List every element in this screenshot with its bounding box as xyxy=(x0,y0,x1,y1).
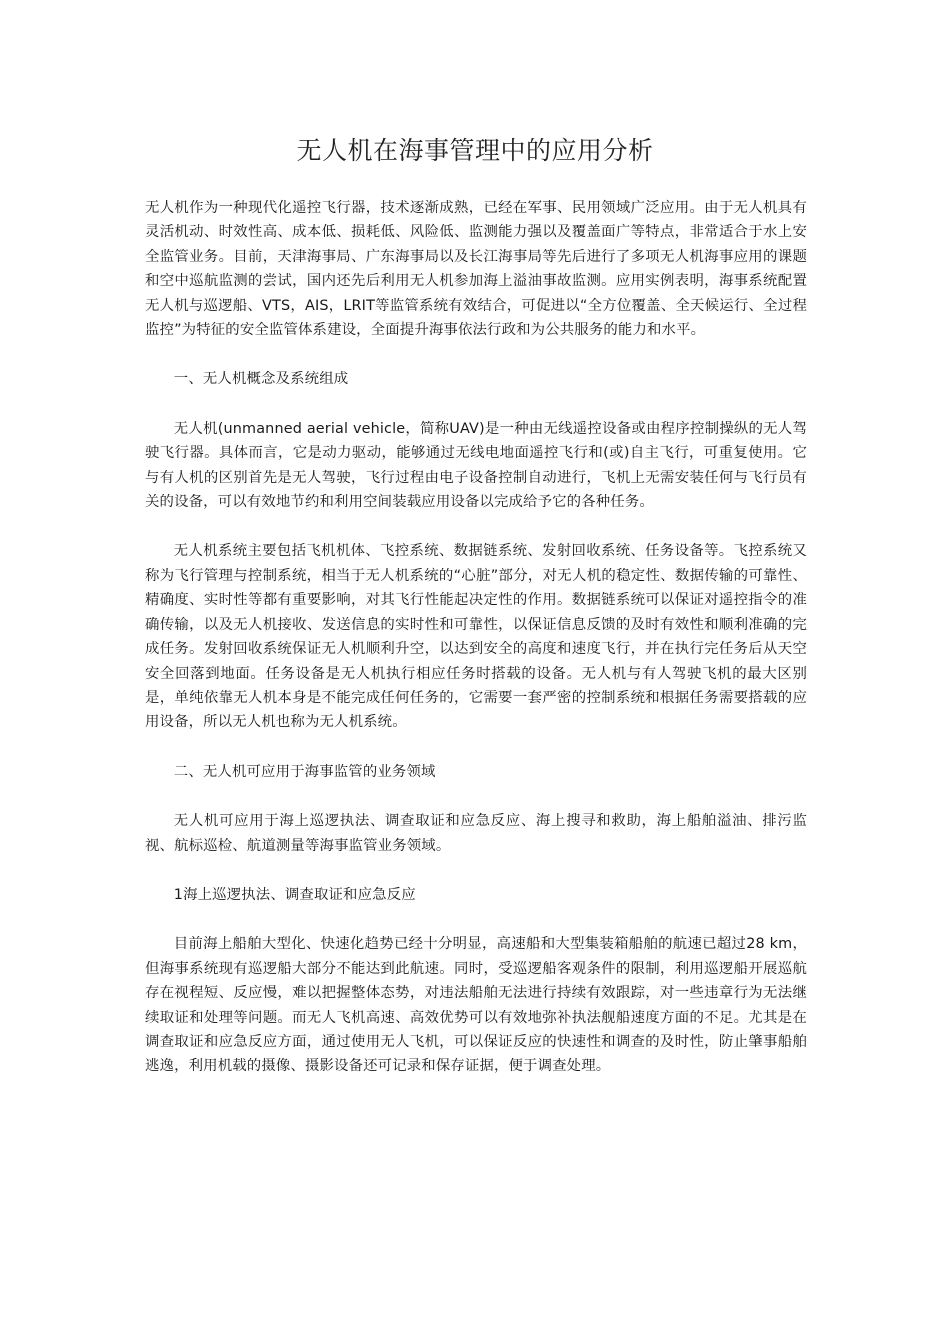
section-heading-1: 一、无人机概念及系统组成 xyxy=(173,371,349,388)
document-title: 无人机在海事管理中的应用分析 xyxy=(296,136,654,165)
subsection-heading-1: 1海上巡逻执法、调查取证和应急反应 xyxy=(173,886,416,903)
body-paragraph: 无人机系统主要包括飞机机体、飞控系统、数据链系统、发射回收系统、任务设备等。飞控系统又称为飞行管理与控制系统，相当于无人机系统的“心脏”部分，对无人机的稳定性、数据传输的可靠性、精确度、实时性等都有重要影响，对其飞行性能起决定性的作用。数据链系统可以保证对遥控指令的准确传输，以及无人机接收、发送信息的实时性和可靠性，以保证信息反馈的及时有效性和顺利准确的完成任务。发射回收系统保证无人机顺利升空，以达到安全的高度和速度飞行，并在执行完任务后从天空安全回落到地面。任务设备是无人机执行相应任务时搭载的设备。无人机与有人驾驶飞机的最大区别是，单纯依靠无人机本身是不能完成任何任务的，它需要一套严密的控制系统和根据任务需要搭载的应用设备，所以无人机也称为无人机系统。 xyxy=(145,543,807,731)
document-body xyxy=(145,196,807,1104)
section-heading-2: 二、无人机可应用于海事监管的业务领域 xyxy=(173,763,436,780)
body-paragraph: 无人机(unmanned aerial vehicle，简称UAV)是一种由无线遥控设备或由程序控制操纵的无人驾驶飞行器。具体而言，它是动力驱动，能够通过无线电地面遥控飞行和(或)自主飞行，可重复使用。它与有人机的区别首先是无人驾驶，飞行过程由电子设备控制自动进行，飞机上无需安装任何与飞行员有关的设备，可以有效地节约和利用空间装载应用设备以完成给予它的各种任务。 xyxy=(145,420,807,511)
intro-paragraph: 无人机作为一种现代化遥控飞行器，技术逐渐成熟，已经在军事、民用领域广泛应用。由于无人机具有灵活机动、时效性高、成本低、损耗低、风险低、监测能力强以及覆盖面广等特点，非常适合于水上安全监管业务。目前，天津海事局、广东海事局以及长江海事局等先后进行了多项无人机海事应用的课题和空中巡航监测的尝试，国内还先后利用无人机参加海上溢油事故监测。应用实例表明，海事系统配置无人机与巡逻船、VTS，AIS，LRIT等监管系统有效结合，可促进以“全方位覆盖、全天候运行、全过程监控”为特征的安全监管体系建设，全面提升海事依法行政和为公共服务的能力和水平。 xyxy=(145,200,807,339)
body-paragraph: 无人机可应用于海上巡逻执法、调查取证和应急反应、海上搜寻和救助，海上船舶溢油、排污监视、航标巡检、航道测量等海事监管业务领域。 xyxy=(145,813,807,854)
body-paragraph: 目前海上船舶大型化、快速化趋势已经十分明显，高速船和大型集装箱船舶的航速已超过28 km，但海事系统现有巡逻船大部分不能达到此航速。同时，受巡逻船客观条件的限制，利用巡逻船开展巡航存在视程短、反应慢，难以把握整体态势，对违法船舶无法进行持续有效跟踪，对一些违章行为无法继续取证和处理等问题。而无人飞机高速、高效优势可以有效地弥补执法舰船速度方面的不足。尤其是在调查取证和应急反应方面，通过使用无人飞机，可以保证反应的快速性和调查的及时性，防止肇事船舶逃逸，利用机载的摄像、摄影设备还可记录和保存证据，便于调查处理。 xyxy=(145,936,807,1075)
